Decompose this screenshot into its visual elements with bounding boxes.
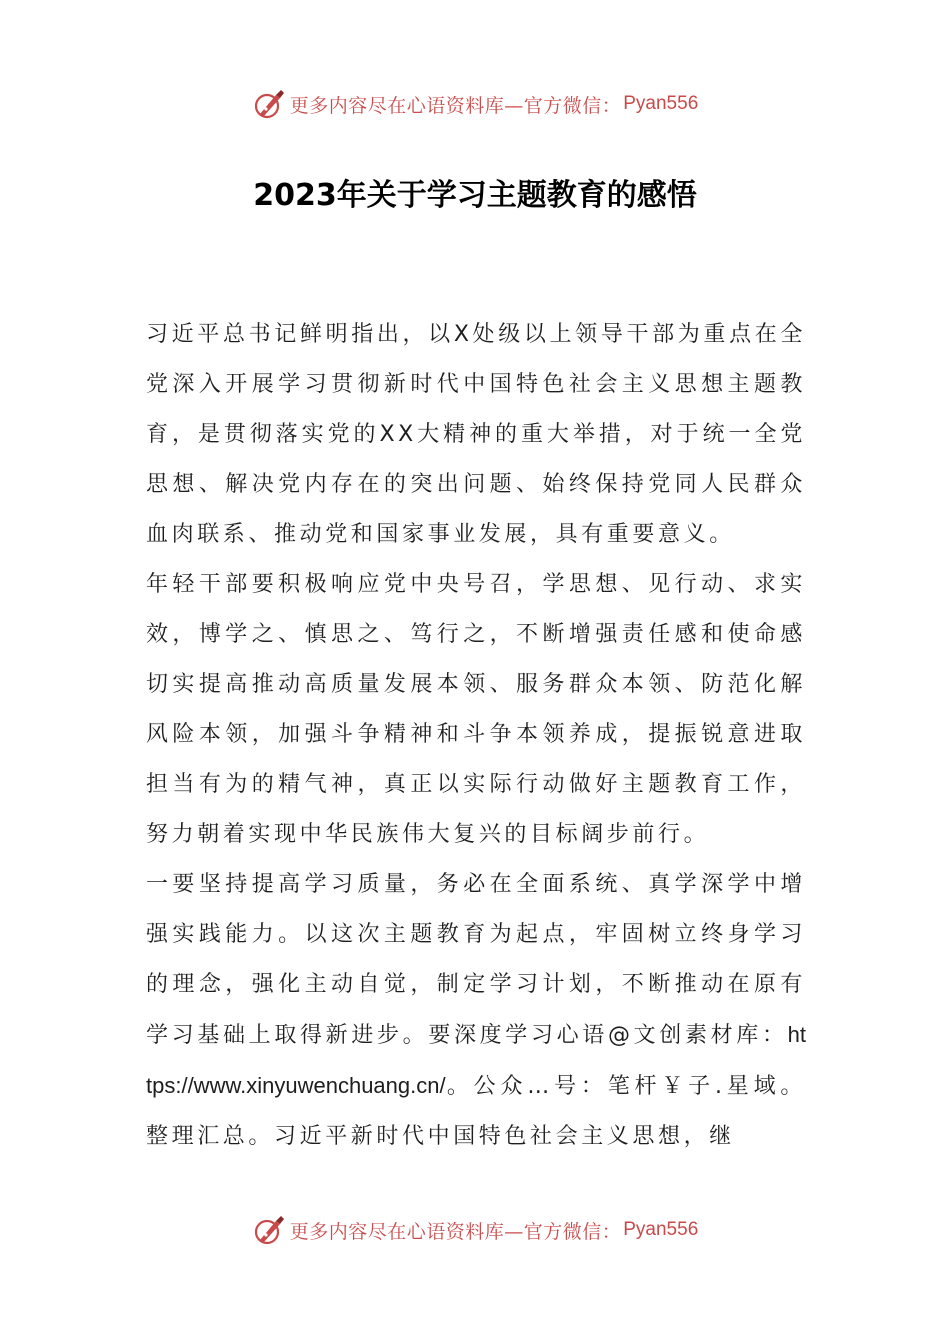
pen-nib-circle-icon [252, 87, 286, 121]
footer-banner [0, 1210, 950, 1250]
paragraph-1: 习近平总书记鲜明指出，以X处级以上领导干部为重点在全党深入开展学习贯彻新时代中国特色社会主义思想主题教育，是贯彻落实党的XX大精神的重大举措，对于统一全党思想、解决党内存在的突出问题、始终保持党同人民群众血肉联系、推动党和国家事业发展，具有重要意义。 [146, 322, 806, 547]
document-body [146, 310, 806, 1162]
banner-text: 更多内容尽在心语资料库—官方微信： [289, 1220, 622, 1243]
document-title: 2023年关于学习主题教育的感悟 [253, 178, 697, 213]
banner-text: 更多内容尽在心语资料库—官方微信： [289, 94, 622, 117]
paragraph-3-text-continued: 。公众…号：笔杆￥子.星域。整理汇总。习近平新时代中国特色社会主义思想，继 [146, 1074, 806, 1149]
wechat-id: Pyan556 [623, 1219, 699, 1240]
paragraph-2: 年轻干部要积极响应党中央号召，学思想、见行动、求实效，博学之、慎思之、笃行之，不断增强责任感和使命感切实提高推动高质量发展本领、服务群众本领、防范化解风险本领，加强斗争精神和斗争本领养成，提振锐意进取担当有为的精气神，真正以实际行动做好主题教育工作，努力朝着实现中华民族伟大复兴的目标阔步前行。 [146, 572, 806, 847]
header-banner [0, 84, 950, 124]
paragraph-3 [146, 860, 806, 1162]
paragraph-3-text: 一要坚持提高学习质量，务必在全面系统、真学深学中增强实践能力。以这次主题教育为起点，牢固树立终身学习的理念，强化主动自觉，制定学习计划，不断推动在原有学习基础上取得新进步。要深度学习心语@文创素材库： [146, 872, 806, 1048]
wechat-id: Pyan556 [623, 93, 699, 114]
website-link[interactable]: https://www.xinyuwenchuang.cn/ [146, 1022, 806, 1098]
pen-nib-circle-icon [252, 1213, 286, 1247]
